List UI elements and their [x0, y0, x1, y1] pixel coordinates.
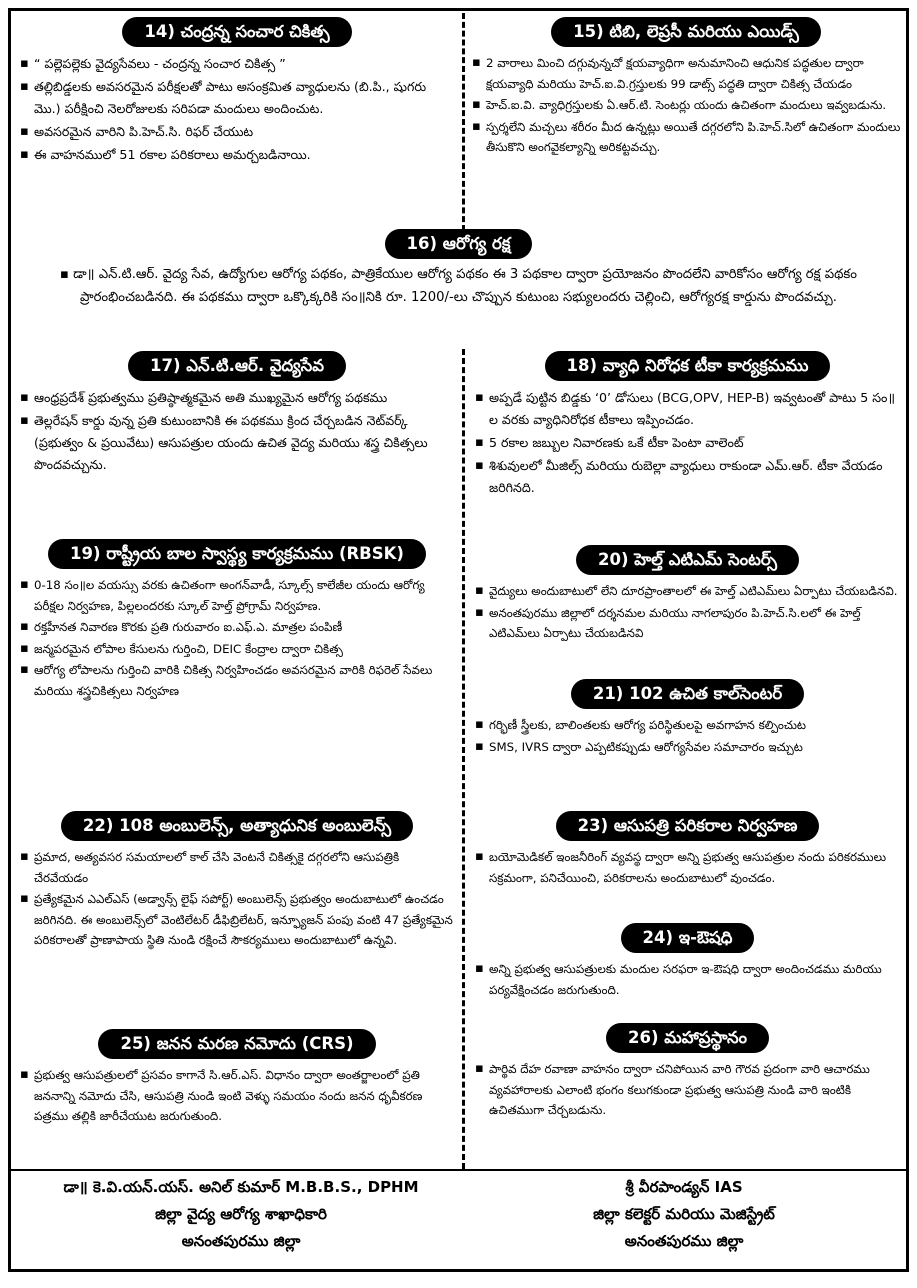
list-item: ▪ ప్రత్యేకమైన ఎఎల్ఎస్ (అడ్వాన్స్ లైఫ్ సపోర్ట్) అంబులెన్స్ ప్రభుత్వం అందుబాటులో ఉంచడం జరిగినది. ఈ అంబులెన్స్‌లో వెంటిలేటర్ డీఫిబ్రిలేటర్, ఇన్ఫ్యూజన్ పంపు వంటి 47 ప్రత్యేకమైన పరికరాలతో ప్రాణాపాయ స్థితి నుండి రక్షించే సౌకర్యములు అందుబాటులో ఉన్నవి. [19, 889, 455, 951]
section-14-list [19, 53, 455, 166]
list-item: ▪ వైద్యులు అందుబాటులో లేని దూరప్రాంతాలలో ఈ హెల్త్ ఎటిఎమ్‌లు ఏర్పాటు చేయబడినవి. [474, 581, 901, 602]
section-16-text: ▪ డా॥ ఎన్.టి.ఆర్. వైద్య సేవ, ఉద్యోగుల ఆరోగ్య పథకం, పాత్రికేయుల ఆరోగ్య పథకం ఈ 3 పథకాల ద్వారా ప్రయోజనం పొందలేని వారికోసం ఆరోగ్య రక్ష పథకం ప్రారంభించబడినది. ఈ పథకము ద్వారా ఒక్కొక్కరికి సం॥నికి రూ. 1200/-లు చొప్పున కుటుంబ సభ్యులందరు చెల్లించి, ఆరోగ్యరక్ష కార్డును పొందవచ్చు. [60, 267, 857, 305]
section-19-rbsk [19, 539, 455, 702]
list-item: ▪ SMS, IVRS ద్వారా ఎప్పటికప్పుడు ఆరోగ్యసేవల సమాచారం ఇచ్చుట [474, 737, 901, 758]
section-15-title: 15) టిబి, లెప్రసీ మరియు ఎయిడ్స్ [551, 17, 821, 47]
section-14-title: 14) చంద్రన్న సంచార చికిత్స [122, 17, 351, 47]
list-item: ▪ రక్తహీనత నివారణ కొరకు ప్రతి గురువారం ఐ.ఎఫ్.ఎ. మాత్రల పంపిణీ [19, 617, 455, 638]
collector-name: శ్రీ వీరపాండ్యన్ IAS [625, 1178, 743, 1196]
footer-divider [11, 1169, 906, 1171]
section-20-title: 20) హెల్త్ ఎటిఎమ్ సెంటర్స్ [576, 545, 799, 575]
poster-page [8, 8, 909, 1272]
list-item: ▪ తెల్లరేషన్ కార్డు వున్న ప్రతి కుటుంబానికి ఈ పథకము క్రింద చేర్చబడిన నెట్‌వర్క్ (ప్రభుత్వం & ప్రయివేటు) ఆసుపత్రుల యందు ఉచిత వైద్య మరియు శస్త్ర చికిత్సలు పొందవచ్చును. [19, 410, 455, 476]
list-item: ▪ అప్పడే పుట్టిన బిడ్డకు ‘0’ డోసులు (BCG,OPV, HEP-B) ఇవ్వటంతో పాటు 5 సం॥ల వరకు వ్యాధినిరోధక టీకాలు ఇప్పించడం. [474, 387, 901, 431]
column-divider-main [462, 349, 465, 1169]
section-14-chandranna-sanchara-chikitsa [19, 17, 455, 167]
list-item: ▪ ఈ వాహనములో 51 రకాల పరికరాలు అమర్చబడినాయి. [19, 144, 455, 166]
list-item: ▪ ఆంధ్రప్రదేశ్ ప్రభుత్వము ప్రతిష్ఠాత్మకమైన అతి ముఖ్యమైన ఆరోగ్య పథకము [19, 387, 455, 409]
section-19-list [19, 575, 455, 701]
column-divider-top [462, 13, 465, 231]
section-20-list [474, 581, 901, 644]
section-23-list [474, 847, 901, 888]
section-26-mahaprasthanam [474, 1023, 901, 1122]
list-item: ▪ స్పర్శలేని మచ్చలు శరీరం మీద ఉన్నట్లు అయితే దగ్గరలోని పి.హెచ్.సిలో ఉచితంగా మందులు తీసుకొని అంగవైకల్యాన్ని అరికట్టవచ్చు. [471, 117, 901, 158]
section-26-list [474, 1059, 901, 1121]
section-18-immunization [474, 351, 901, 500]
list-item: ▪ ఆరోగ్య లోపాలను గుర్తించి వారికి చికిత్స నిర్వహించడం అవసరమైన వారికి రిఫరెల్ సేవలు మరియు శస్త్రచికిత్సలు నిర్వహణ [19, 660, 455, 701]
section-15-list [471, 53, 901, 158]
list-item: ▪ బయోమెడికల్ ఇంజనీరింగ్ వ్యవస్థ ద్వారా అన్ని ప్రభుత్వ ఆసుపత్రుల నందు పరికరములు సక్రమంగా, పనిచేయించి, పరికరాలను అందుబాటులో వుంచడం. [474, 847, 901, 888]
list-item: ▪ అవసరమైన వారిని పి.హెచ్.సి. రిఫర్ చేయుట [19, 121, 455, 143]
list-item: ▪ అనంతపురము జిల్లాలో దర్శనమల మరియు నాగలాపురం పి.హెచ్.సి.లలో ఈ హెల్త్ ఎటిఎమ్‌లు ఏర్పాటు చేయబడినవి [474, 603, 901, 644]
section-22-list [19, 847, 455, 951]
list-item: ▪ 5 రకాల జబ్బుల నివారణకు ఒకే టీకా పెంటా వాలెంట్ [474, 432, 901, 454]
section-17-ntr-vaidya-seva [19, 351, 455, 477]
section-20-health-atm-centres [474, 545, 901, 645]
section-17-title: 17) ఎన్.టి.ఆర్. వైద్యసేవ [128, 351, 346, 381]
list-item: ▪ అన్ని ప్రభుత్వ ఆసుపత్రులకు మందుల సరఫరా ఇ-ఔషధి ద్వారా అందించడము మరియు పర్యవేక్షించడం జరుగుతుంది. [474, 959, 901, 1000]
footer-signature-left [21, 1174, 461, 1255]
section-22-title: 22) 108 అంబులెన్స్, అత్యాధునిక అంబులెన్స్ [61, 811, 413, 841]
section-25-crs [19, 1029, 455, 1128]
dmho-district: అనంతపురము జిల్లా [181, 1232, 301, 1250]
section-23-hospital-equipment [474, 811, 901, 889]
list-item: ▪ గర్భిణీ స్త్రీలకు, బాలింతలకు ఆరోగ్య పరిస్థితులపై అవగాహన కల్పించుట [474, 715, 901, 736]
section-19-title: 19) రాష్ట్రీయ బాల స్వాస్థ్య కార్యక్రమము (RBSK) [48, 539, 426, 569]
list-item: ▪ “ పల్లెపల్లెకు వైద్యసేవలు - చంద్రన్న సంచార చికిత్స ” [19, 53, 455, 75]
section-21-list [474, 715, 901, 757]
section-18-title: 18) వ్యాధి నిరోధక టీకా కార్యక్రమము [545, 351, 831, 381]
list-item: ▪ హెచ్.ఐ.వి. వ్యాధిగ్రస్తులకు ఏ.ఆర్.టి. సెంటర్లు యందు ఉచితంగా మందులు ఇవ్వబడును. [471, 95, 901, 116]
list-item: ▪ జన్మపరమైన లోపాల కేసులను గుర్తించి, DEIC కేంద్రాల ద్వారా చికిత్స [19, 639, 455, 660]
list-item: ▪ ప్రభుత్వ ఆసుపత్రులలో ప్రసవం కాగానే సి.ఆర్.ఎస్. విధానం ద్వారా అంతర్జాలంలో ప్రతి జననాన్ని నమోదు చేసి, ఆసుపత్రి నుండి ఇంటి వెళ్ళు సమయం నందు జనన ధృవీకరణ పత్రము తల్లికి జారీచేయుట జరుగుతుంది. [19, 1065, 455, 1127]
section-22-108-ambulance [19, 811, 455, 952]
dmho-designation: జిల్లా వైద్య ఆరోగ్య శాఖాధికారి [155, 1205, 327, 1223]
section-17-list [19, 387, 455, 476]
list-item: ▪ తల్లిబిడ్డలకు అవసరమైన పరీక్షలతో పాటు అసంక్రమిత వ్యాధులను (బి.పి., షుగరు మొ.) పరీక్షించి నెలరోజులకు సరిపడా మందులు అందించుట. [19, 76, 455, 120]
section-15-tb-leprosy-aids [471, 17, 901, 159]
section-26-title: 26) మహాప్రస్థానం [606, 1023, 769, 1053]
dmho-name: డా॥ కె.వి.యన్.యస్. అనిల్ కుమార్ M.B.B.S., DPHM [63, 1178, 419, 1196]
section-23-title: 23) ఆసుపత్రి పరికరాల నిర్వహణ [556, 811, 820, 841]
section-24-title: 24) ఇ-ఔషధి [621, 923, 755, 953]
section-21-title: 21) 102 ఉచిత కాల్‌సెంటర్ [571, 679, 804, 709]
section-25-title: 25) జనన మరణ నమోదు (CRS) [98, 1029, 375, 1059]
section-25-list [19, 1065, 455, 1127]
collector-district: అనంతపురము జిల్లా [624, 1232, 744, 1250]
section-24-e-aushadhi [474, 923, 901, 1001]
list-item: ▪ 0-18 సం॥ల వయస్సు వరకు ఉచితంగా అంగన్‌వాడీ, స్కూల్స్ కాలేజీల యందు ఆరోగ్య పరీక్షల నిర్వహణ, పిల్లలందరకు స్కూల్ హెల్త్ ప్రోగ్రామ్ నిర్వహణ. [19, 575, 455, 616]
list-item: ▪ శిశువులలో మీజిల్స్ మరియు రుబెల్లా వ్యాధులు రాకుండా ఎమ్.ఆర్. టీకా వేయడం జరిగినది. [474, 455, 901, 499]
section-16-arogya-raksha [17, 229, 900, 309]
section-21-102-call-centre [474, 679, 901, 758]
list-item: ▪ 2 వారాలు మించి దగ్గువున్నచో క్షయవ్యాధిగా అనుమానించి ఆధునిక పద్ధతుల ద్వారా క్షయవ్యాధి మరియు హెచ్.ఐ.వి.గ్రస్తులకు 99 డాట్స్ పద్ధతి ద్వారా చికిత్స చేయడం [471, 53, 901, 94]
section-16-title: 16) ఆరోగ్య రక్ష [385, 229, 533, 259]
section-18-list [474, 387, 901, 499]
section-24-list [474, 959, 901, 1000]
list-item: ▪ పార్థివ దేహ రవాణా వాహనం ద్వారా చనిపోయిన వారి గౌరవ ప్రదంగా వారి ఆచారము వ్యవహారాలకు ఎలాంటి భంగం కలుగకుండా ప్రభుత్వ ఆసుపత్రి నుండి వారి ఇంటికి ఉచితముగా చేర్చబడును. [474, 1059, 901, 1121]
collector-designation: జిల్లా కలెక్టర్ మరియు మెజిస్ట్రేట్ [593, 1205, 775, 1223]
footer-signature-right [469, 1174, 899, 1255]
list-item: ▪ ప్రమాద, అత్యవసర సమయాలలో కాల్ చేసి వెంటనే చికిత్సకై దగ్గరలోని ఆసుపత్రికి చేరవేయడం [19, 847, 455, 888]
